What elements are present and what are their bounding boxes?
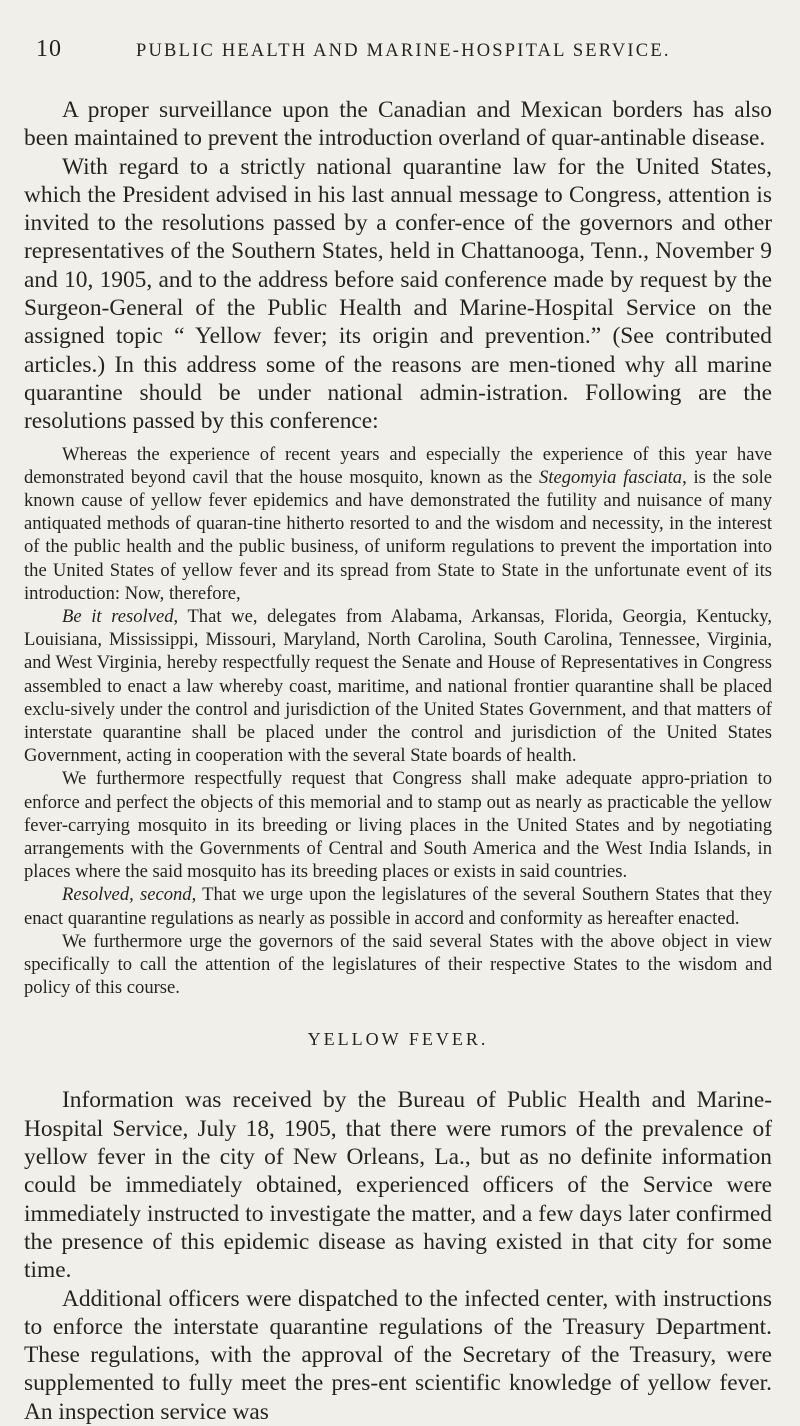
running-head [24, 36, 772, 76]
intro-section [24, 96, 772, 436]
whereas-paragraph [24, 443, 772, 605]
page-number: 10 [36, 36, 62, 62]
further-request-paragraph: We furthermore respectfully request that Congress shall make adequate appro-priation to enforce and perfect the objects of this memorial and to stamp out as nearly as practicable the yellow fever-carrying mosquito in its breeding or living places in the United States and by negotiating arrangements with the Governments of Central and South America and the West India Islands, in places where the said mosquito has its breeding places or exists in said countries. [24, 768, 772, 883]
whereas-text-1: Whereas the experience of recent years and especially the experience of this year have demonstrated beyond cavil that the house mosquito, known as the [24, 443, 772, 488]
running-title: PUBLIC HEALTH AND MARINE-HOSPITAL SERVICE. [136, 41, 671, 61]
paragraph: A proper surveillance upon the Canadian and Mexican borders has also been maintained to prevent the introduction overland of quar-antinable disease. [24, 97, 772, 152]
resolutions-block [24, 443, 772, 1000]
paragraph: With regard to a strictly national quarantine law for the United States, which the President advised in his last annual message to Congress, attention is invited to the resolutions passed by a confer-ence of the governors and other representatives of the Southern States, held in Chattanooga, Tenn., November 9 and 10, 1905, and to the address before said conference made by request by the Surgeon-General of the Public Health and Marine-Hospital Service on the assigned topic “ Yellow fever; its origin and prevention.” (See contributed articles.) In this address some of the reasons are men-tioned why all marine quarantine should be under national admin-istration. Following are the resolutions passed by this conference: [24, 153, 772, 435]
whereas-text-2: , is the sole known cause of yellow fever epidemics and have demonstrated the futility and nuisance of many antiquated methods of quaran-tine hitherto resorted to and the wisdom and necessity, in the interest of the public health and the public business, of uniform regulations to prevent the importation into the United States of yellow fever and its spread from State to State in the unfortunate event of its introduction: Now, therefore, [24, 466, 772, 604]
paragraph: Information was received by the Bureau of Public Health and Marine-Hospital Service, July 18, 1905, that there were rumors of the prevalence of yellow fever in the city of New Orleans, La., but as no definite information could be immediately obtained, experienced officers of the Service were immediately instructed to investigate the matter, and a few days later confirmed the presence of this epidemic disease as having existed in that city for some time. [24, 1087, 772, 1284]
resolution-lead: Be it resolved [62, 605, 174, 627]
section-heading: YELLOW FEVER. [307, 1029, 489, 1050]
further-urge-paragraph: We furthermore urge the governors of the said several States with the above object in view specifically to call the attention of the legislatures of their respective States to the wisdom and policy of this course. [24, 930, 772, 999]
species-name: Stegomyia fasciata [539, 466, 683, 488]
second-resolution-text: , That we urge upon the legislatures of the several Southern States that they enact quarantine regulations as nearly as possible in accord and conformity as hereafter enacted. [24, 884, 772, 929]
second-resolution-paragraph [24, 883, 772, 929]
paragraph: Additional officers were dispatched to the infected center, with instructions to enforce the interstate quarantine regulations of the Treasury Department. These regulations, with the approval of the Secretary of the Treasury, were supplemented to fully meet the pres-ent scientific knowledge of yellow fever. An inspection service was [24, 1285, 772, 1425]
resolution-paragraph [24, 605, 772, 767]
yellow-fever-section [24, 1086, 772, 1426]
second-resolution-lead: Resolved, second [62, 884, 192, 906]
resolution-text: , That we, delegates from Alabama, Arkansas, Florida, Georgia, Kentucky, Louisiana, Mississippi, Missouri, Maryland, North Carolina, South Carolina, Tennessee, Virginia, and West Virginia, hereby respectfully request the Senate and House of Representatives in Congress assembled to enact a law whereby coast, maritime, and national frontier quarantine shall be placed exclu-sively under the control and jurisdiction of the United States Government, and that matters of interstate quarantine shall be placed under the control and jurisdiction of the United States Government, acting in cooperation with the several State boards of health. [24, 605, 772, 767]
